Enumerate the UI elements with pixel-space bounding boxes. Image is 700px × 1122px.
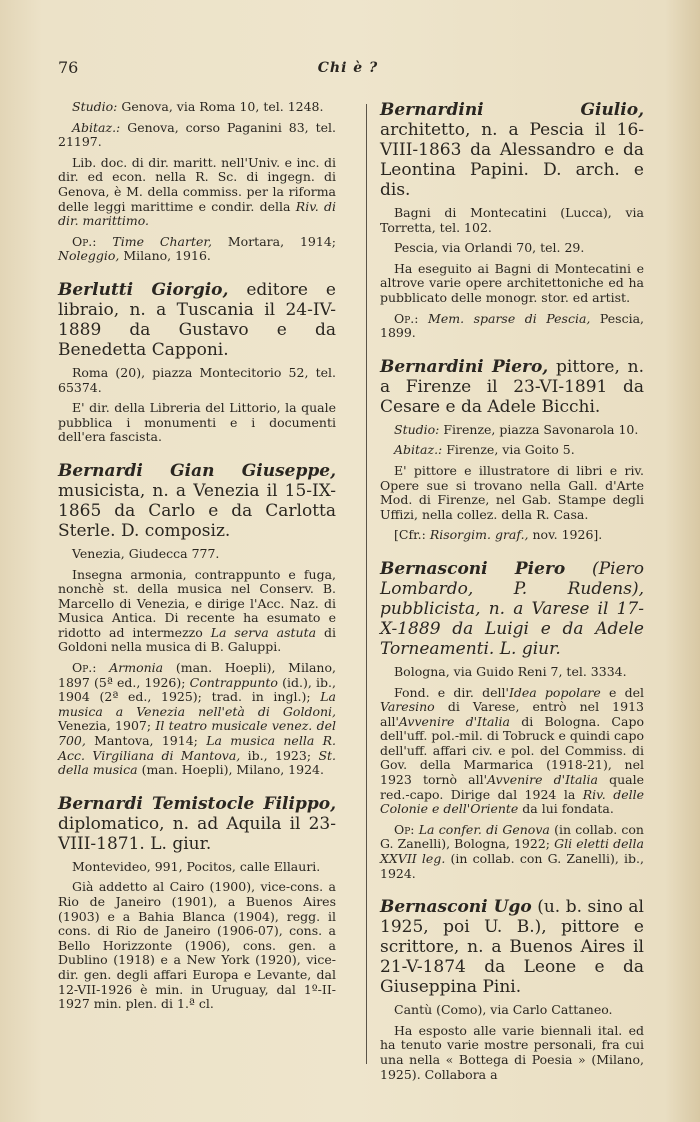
entry-paragraph: Lib. doc. di dir. maritt. nell'Univ. e inc. di dir. ed econ. nella R. Sc. di ingegn. di Genova, è M. della commiss. per la riforma delle leggi marittime e condir. della Riv. di dir. marittimo. [58,154,337,229]
right-column [380,100,644,1098]
entry-paragraph: Roma (20), piazza Montecitorio 52, tel. 65374. [58,364,336,395]
entry-paragraph: Insegna armonia, contrappunto e fuga, nonchè st. della musica nel Conserv. B. Marcello di Venezia, e dirige l'Acc. Naz. di Musica Antica. Di recente ha esumato e ridotto ad intermezzo La serva astuta di Goldoni nella musica di B. Galuppi. [58,566,336,655]
entry-heading: Bernardini Giulio, architetto, n. a Pescia il 16-VIII-1863 da Alessandro e da Leontina Papini. D. arch. e dis. [380,100,644,200]
column-divider [366,104,367,1064]
entry-bernardini-piero [380,357,644,543]
entry-paragraph: E' dir. della Libreria del Littorio, la quale pubblica i monumenti e i documenti dell'era fascista. [58,400,336,445]
entry-paragraph: E' pittore e illustratore di libri e riv. Opere sue si trovano nella Gall. d'Arte Mod. di Firenze, nel Gab. Stampe degli Uffizi, nella collez. della R. Casa. [380,462,644,522]
entry-bernasconi-piero [380,559,644,881]
entry-paragraph: Pescia, via Orlandi 70, tel. 29. [394,240,585,256]
entry-bernardi-temistocle [58,794,336,1012]
entry-paragraph: Montevideo, 991, Pocitos, calle Ellauri. [72,858,321,874]
entry-bernardini-giulio [380,100,644,341]
entry-berlutti [58,280,336,445]
entry-reference: [Cfr.: Risorgim. graf., nov. 1926]. [394,527,603,543]
page-header [58,58,638,84]
entry-paragraph: Abitaz.: Genova, corso Paganini 83, tel. 21197. [58,119,336,150]
entry-paragraph: Abitaz.: Firenze, via Goito 5. [394,442,575,458]
entry-heading: Bernardi Gian Giuseppe, musicista, n. a Venezia il 15-IX-1865 da Carlo e da Carlotta Sterle. D. composiz. [58,460,336,541]
entry-heading: Bernasconi Piero (Piero Lombardo, P. Rudens), pubblicista, n. a Varese il 17-X-1889 da Luigi e da Adele Torneamenti. L. giur. [380,558,644,659]
entry-paragraph: Cantù (Como), via Carlo Cattaneo. [394,1002,613,1018]
running-title: Chi è ? [317,60,379,76]
entry-paragraph: Già addetto al Cairo (1900), vice-cons. a Rio de Janeiro (1901), a Buenos Aires (1903) e a Bahia Blanca (1904), regg. il cons. di Rio de Janeiro (1906-07), cons. a Bello Horizzonte (1906), cons. gen. a Dublino (1918) e a New York (1920), vice-dir. gen. degli affari Europa e Levante, dal 12-VII-1926 è min. in Uruguay, dal 1º-II-1927 min. plen. di 1.ª cl. [58,879,336,1012]
left-column [58,100,336,1028]
entry-paragraph: Studio: Genova, via Roma 10, tel. 1248. [72,99,324,114]
entry-paragraph: Studio: Firenze, piazza Savonarola 10. [394,421,639,437]
entry-bernasconi-ugo [380,897,644,1082]
entry-works: Op.: Mem. sparse di Pescia, Pescia, 1899. [380,310,645,341]
page-number: 76 [58,58,79,77]
entry-paragraph: Bologna, via Guido Reni 7, tel. 3334. [394,663,627,679]
entry-paragraph: Ha esposto alle varie biennali ital. ed ha tenuto varie mostre personali, fra cui una nella « Bottega di Poesia » (Milano, 1925). Collabora a [380,1022,644,1082]
entry-works: Op.: Armonia (man. Hoepli), Milano, 1897 (5ª ed., 1926); Contrappunto (id.), ib., 1904 (2ª ed., 1925); trad. in ingl.); La musica a Venezia nell'età di Goldoni, Venezia, 1907; Il teatro musicale venez. del 700, Mantova, 1914; La musica nella R. Acc. Virgiliana di Mantova, ib., 1923; St. della musica (man. Hoepli), Milano, 1924. [58,660,336,778]
entry-works: Op: La confer. di Genova (in collab. con G. Zanelli), Bologna, 1922; Gli eletti della XXVII leg. (in collab. con G. Zanelli), ib., 1924. [380,821,644,881]
entry-heading: Bernardi Temistocle Filippo, diplomatico, n. ad Aquila il 23-VIII-1871. L. giur. [58,793,336,854]
entry-paragraph: Fond. e dir. dell'Idea popolare e del Varesino di Varese, entrò nel 1913 all'Avvenire d'Italia di Bologna. Capo dell'uff. pol.-mil. di Tobruck e quindi capo dell'uff. affari civ. e pol. del Commiss. di Gov. della Marmarica (1918-21), nel 1923 tornò all'Avvenire d'Italia quale red.-capo. Dirige dal 1924 la Riv. delle Colonie e dell'Oriente da lui fondata. [380,684,645,817]
entry-heading: Bernardini Piero, pittore, n. a Firenze il 23-VI-1891 da Cesare e da Adele Bicchi. [380,356,645,417]
entry-continuation [58,100,336,264]
entry-heading: Berlutti Giorgio, editore e libraio, n. a Tuscania il 24-IV-1889 da Gustavo e da Benedetta Capponi. [58,279,336,360]
entry-bernardi-gian-giuseppe [58,461,336,778]
entry-paragraph: Bagni di Montecatini (Lucca), via Torretta, tel. 102. [380,205,644,235]
entry-paragraph: Venezia, Giudecca 777. [72,545,220,561]
entry-heading: Bernasconi Ugo (u. b. sino al 1925, poi U. B.), pittore e scrittore, n. a Buenos Aires il 21-V-1874 da Leone e da Giuseppina Pini. [380,897,644,998]
entry-paragraph: Ha eseguito ai Bagni di Montecatini e altrove varie opere architettoniche ed ha pubblicato delle monogr. stor. ed artist. [380,260,644,305]
entry-works: Op.: Time Charter, Mortara, 1914; Noleggio, Milano, 1916. [58,233,336,264]
